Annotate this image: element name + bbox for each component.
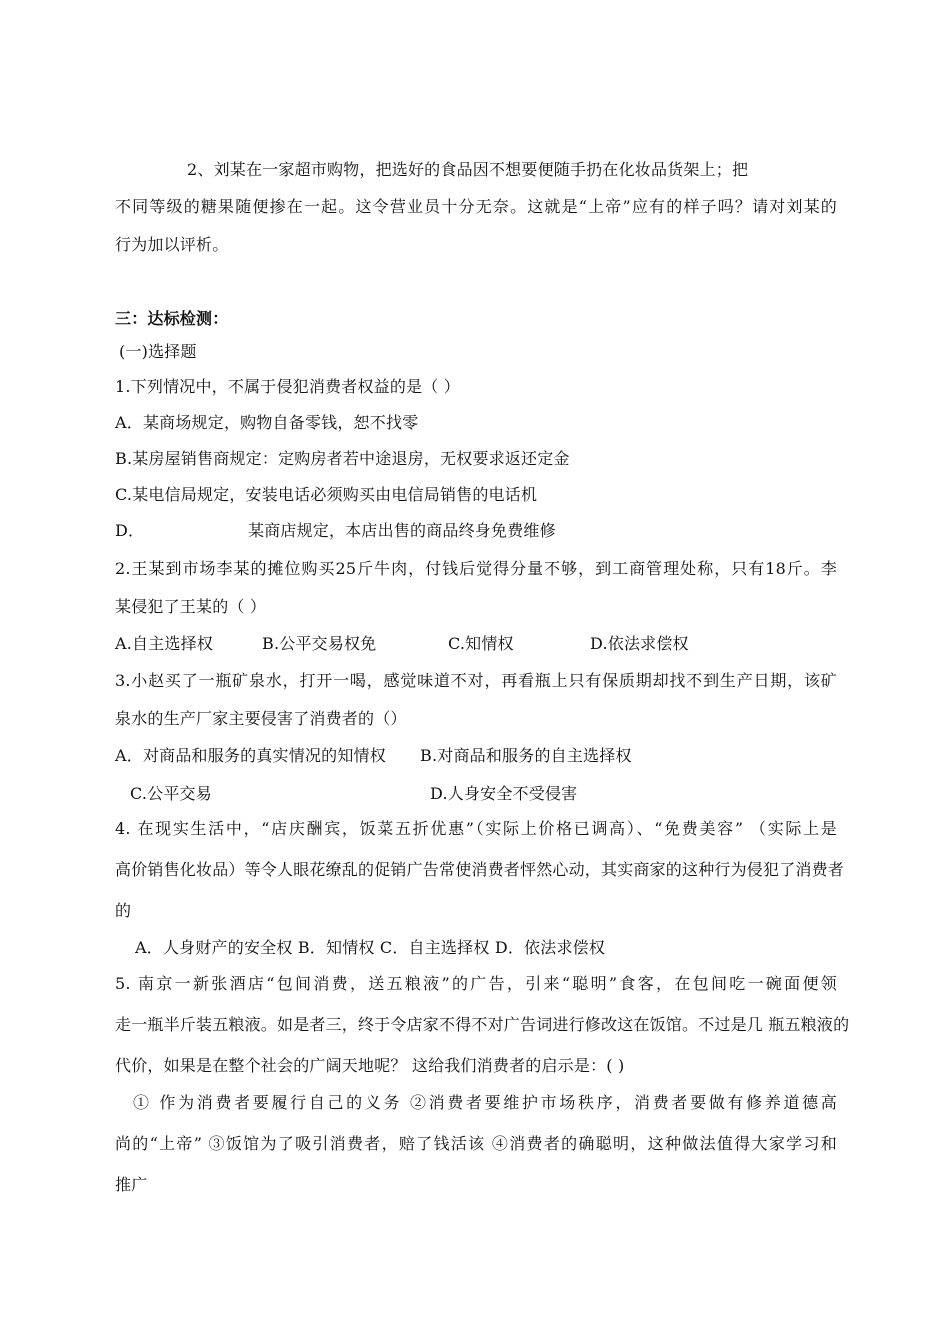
q4-stem-line1: 4. 在现实生活中，“店庆酬宾，饭菜五折优惠”（实际上价格已调高）、“免费美容” （实际上是 [115, 819, 837, 838]
q2-option-c: C.知情权 [448, 634, 514, 653]
q5-stem-line2: 走一瓶半斤装五粮液。如是者三，终于令店家不得不对广告词进行修改这在饭馆。不过是几 瓶五粮液的 [115, 1015, 850, 1034]
q2-stem-line2: 某侵犯了王某的（ ） [115, 597, 267, 616]
q3-stem-line1: 3.小赵买了一瓶矿泉水，打开一喝，感觉味道不对，再看瓶上只有保质期却找不到生产日期，该矿 [115, 671, 837, 690]
q4-stem-line2: 高价销售化妆品）等令人眼花缭乱的促销广告常使消费者怦然心动，其实商家的这种行为侵犯了消费者 [115, 860, 845, 879]
q3-option-c: C.公平交易 [130, 784, 212, 803]
q2-option-a: A.自主选择权 [115, 634, 214, 653]
case2-line1: 2、刘某在一家超市购物，把选好的食品因不想要便随手扔在化妆品货架上；把 [187, 160, 749, 179]
q1-option-d-text: 某商店规定，本店出售的商品终身免费维修 [248, 521, 556, 540]
q2-option-d: D.依法求偿权 [590, 634, 689, 653]
q3-option-d: D.人身安全不受侵害 [430, 784, 578, 803]
q5-item-line1: ① 作为消费者要履行自己的义务 ②消费者要维护市场秩序，消费者要做有修养道德高 [133, 1093, 837, 1112]
q4-options: A．人身财产的安全权 B．知情权 C．自主选择权 D．依法求偿权 [135, 938, 606, 957]
q3-option-b: B.对商品和服务的自主选择权 [420, 746, 632, 765]
q5-stem-line1: 5. 南京一新张酒店“包间消费，送五粮液”的广告，引来“聪明”食客，在包间吃一碗面便领 [115, 974, 837, 993]
section-heading: 三：达标检测： [115, 309, 229, 328]
q3-stem-line2: 泉水的生产厂家主要侵害了消费者的（） [115, 709, 407, 728]
q3-option-a: A．对商品和服务的真实情况的知情权 [115, 746, 386, 765]
q1-option-d-label: D． [115, 521, 145, 540]
sub-heading: (一)选择题 [119, 342, 197, 361]
q1-option-b: B.某房屋销售商规定：定购房者若中途退房，无权要求返还定金 [115, 449, 570, 468]
case2-line2: 不同等级的糖果随便掺在一起。这令营业员十分无奈。这就是“上帝”应有的样子吗？请对刘某的 [115, 197, 837, 216]
q2-stem-line1: 2.王某到市场李某的摊位购买25斤牛肉，付钱后觉得分量不够，到工商管理处称，只有18斤。李 [115, 559, 837, 578]
q5-stem-line3: 代价，如果是在整个社会的广阔天地呢？ 这给我们消费者的启示是：( ) [115, 1056, 625, 1075]
q4-stem-line3: 的 [115, 901, 132, 920]
q1-stem: 1.下列情况中，不属于侵犯消费者权益的是（ ） [115, 377, 460, 396]
q1-option-c: C.某电信局规定，安装电话必须购买由电信局销售的电话机 [115, 485, 538, 504]
q1-option-a: A．某商场规定，购物自备零钱，恕不找零 [115, 413, 419, 432]
q5-item-line2: 尚的“上帝” ③饭馆为了吸引消费者，赔了钱活该 ④消费者的确聪明，这种做法值得大家学习和 [115, 1134, 837, 1153]
q2-option-b: B.公平交易权免 [262, 634, 377, 653]
case2-line3: 行为加以评析。 [115, 235, 229, 254]
q5-item-line3: 推广 [115, 1175, 148, 1194]
